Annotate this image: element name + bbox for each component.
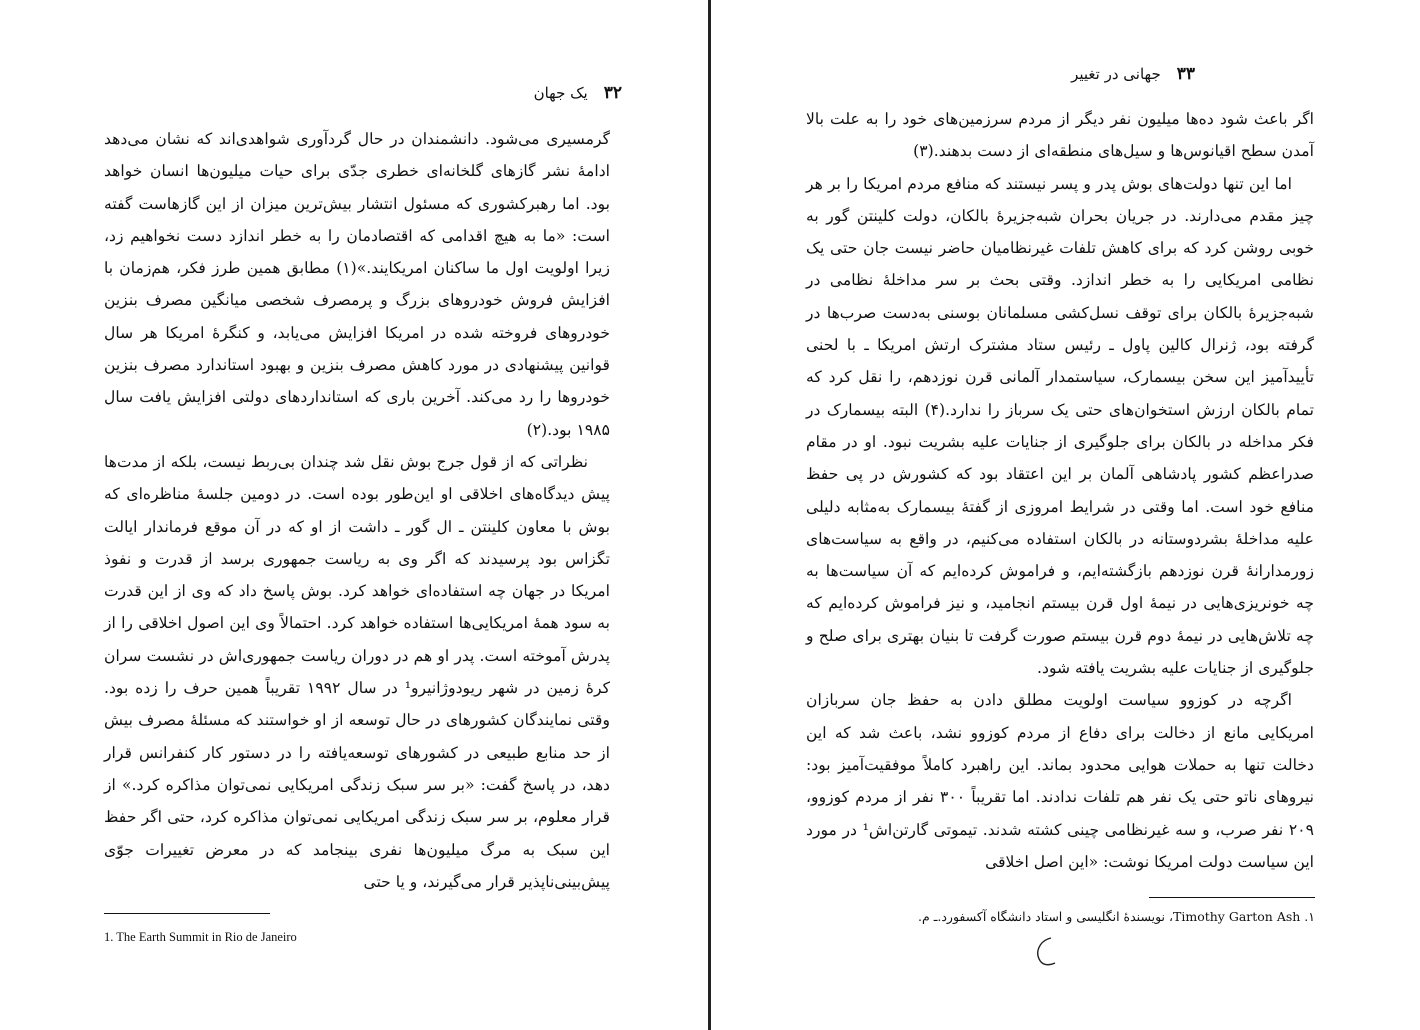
right-paragraph-1: اگر باعث شود ده‌ها میلیون نفر دیگر از مردم سرزمین‌های خود را به علت بالا آمدن سطح اقیانوس‌ها و سیل‌های منطقه‌ای از دست بدهند.(۳) xyxy=(806,110,1314,161)
left-page xyxy=(0,0,708,1030)
right-paragraph-3: اگرچه در کوزوو سیاست اولویت مطلق دادن به حفظ جان سربازان امریکایی مانع از دخالت برای دفاع از مردم کوزوو نشد، باعث شد که این دخالت تنها به حملات هوایی محدود بماند. این راهبرد کاملاً موفقیت‌آمیز بود: نیروهای ناتو حتی یک نفر هم تلفات ندادند. اما تقریباً ۳۰۰ نفر از مردم کوزوو، ۲۰۹ نفر صرب، و سه غیرنظامی چینی کشته شدند. تیموتی گارتن‌اش¹ در مورد این سیاست دولت امریکا نوشت: «این اصل اخلاقی xyxy=(806,691,1314,871)
left-page-text xyxy=(104,123,610,898)
right-running-title: جهانی در تغییر xyxy=(1071,65,1161,83)
left-running-title: یک جهان xyxy=(533,84,588,102)
right-footnote: ۱. Timothy Garton Ash، نویسندهٔ انگلیسی و استاد دانشگاه آکسفورد.ـ م. xyxy=(918,909,1315,924)
pen-mark-icon xyxy=(1029,935,1059,969)
left-footnote: 1. The Earth Summit in Rio de Janeiro xyxy=(104,930,297,944)
right-page-text xyxy=(806,103,1314,878)
right-footnote-rule xyxy=(1149,897,1315,898)
left-paragraph-1: گرمسیری می‌شود. دانشمندان در حال گردآوری شواهدی‌اند که نشان می‌دهد ادامهٔ نشر گازهای گلخانه‌ای خطری جدّی برای حیات میلیون‌ها انسان خواهد بود. اما رهبرکشوری که مسئول انتشار بیش‌ترین میزان از این گازهاست گفته است: «ما به هیچ اقدامی که اقتصادمان را به خطر اندازد دست نخواهیم زد، زیرا اولویت اول ما ساکنان امریکایند.»(۱) مطابق همین طرز فکر، هم‌زمان با افزایش فروش خودروهای بزرگ و پرمصرف شخصی میانگین مصرف بنزین خودروهای فروخته شده در امریکا افزایش می‌یابد، و کنگرهٔ امریکا هر سال قوانین پیشنهادی در مورد کاهش مصرف بنزین و بهبود استاندارد مصرف بنزین خودروها را رد می‌کند. آخرین باری که استانداردهای دولتی افزایش یافت سال ۱۹۸۵ بود.(۲) xyxy=(104,130,610,439)
left-page-number: ۳۲ xyxy=(603,83,622,103)
left-page-header xyxy=(534,83,622,103)
left-paragraph-2: نظراتی که از قول جرج بوش نقل شد چندان بی‌ربط نیست، بلکه از مدت‌ها پیش دیدگاه‌های اخلاقی او این‌طور بوده است. در دومین جلسهٔ مناظره‌ای که بوش با معاون کلینتن ـ ال گور ـ داشت از او که در آن موقع فرماندار ایالت تگزاس بود پرسیدند که اگر وی به ریاست جمهوری برسد از قدرت و نفوذ امریکا در جهان چه استفاده‌ای خواهد کرد. بوش پاسخ داد که وی از این قدرت به سود همهٔ امریکایی‌ها استفاده خواهد کرد. احتمالاً وی این اصول اخلاقی را از پدرش آموخته است. پدر او هم در دوران ریاست جمهوری‌اش در نشست سران کرهٔ زمین در شهر ریودوژانیرو¹ در سال ۱۹۹۲ تقریباً همین حرف را زده بود. وقتی نمایندگان کشورهای در حال توسعه از او خواستند که مسئلهٔ مصرف بیش از حد منابع طبیعی در کشورهای توسعه‌یافته را در دستور کار کنفرانس قرار دهد، در پاسخ گفت: «بر سر سبک زندگی امریکایی نمی‌توان مذاکره کرد.» از قرار معلوم، بر سر سبک زندگی امریکایی نمی‌توان مذاکره کرد، حتی اگر حفظ این سبک به مرگ میلیون‌ها نفری بینجامد که در معرض تغییرات جوّی پیش‌بینی‌ناپذیر قرار می‌گیرند، و یا حتی xyxy=(104,452,610,891)
right-paragraph-2: اما این تنها دولت‌های بوش پدر و پسر نیستند که منافع مردم امریکا را بر هر چیز مقدم می‌دارند. در جریان بحران شبه‌جزیرهٔ بالکان، دولت کلینتن گور به خوبی روشن کرد که برای کاهش تلفات غیرنظامیان حاضر نیست جان حتی یک نظامی امریکایی را به خطر اندازد. وقتی بحث بر سر مداخلهٔ نظامی در شبه‌جزیرهٔ بالکان برای توقف نسل‌کشی مسلمانان بوسنی به‌دست صرب‌ها در گرفته بود، ژنرال کالین پاول ـ رئیس ستاد مشترک ارتش امریکا ـ با لحنی تأییدآمیز این سخن بیسمارک، سیاستمدار آلمانی قرن نوزدهم، را نقل کرد که تمام بالکان ارزش استخوان‌های حتی یک سرباز را ندارد.(۴) البته بیسمارک در فکر مداخله در بالکان برای جلوگیری از جنایات علیه بشریت نبود. او در مقام صدراعظم کشور پادشاهی آلمان بر این اعتقاد بود که کشورش در پی حفظ منافع خود است. اما وقتی در شرایط امروزی از گفتهٔ بیسمارک به‌مثابه دلیلی علیه مداخلهٔ بشردوستانه در بالکان استفاده می‌کنیم، در واقع به سیاست‌های زورمدارانهٔ قرن نوزدهم بازگشته‌ایم، و فراموش کرده‌ایم که آن سیاست‌ها به چه خونریزی‌هایی در نیمهٔ اول قرن بیستم انجامید، و نیز فراموش کرده‌ایم که چه تلاش‌هایی در نیمهٔ دوم قرن بیستم صورت گرفت تا بنیان بهتری برای صلح و جلوگیری از جنایات علیه بشریت یافته شود. xyxy=(806,174,1314,678)
right-page xyxy=(711,0,1420,1030)
left-footnote-rule xyxy=(104,913,270,914)
right-page-header xyxy=(1071,64,1195,84)
right-page-number: ۳۳ xyxy=(1176,64,1195,84)
